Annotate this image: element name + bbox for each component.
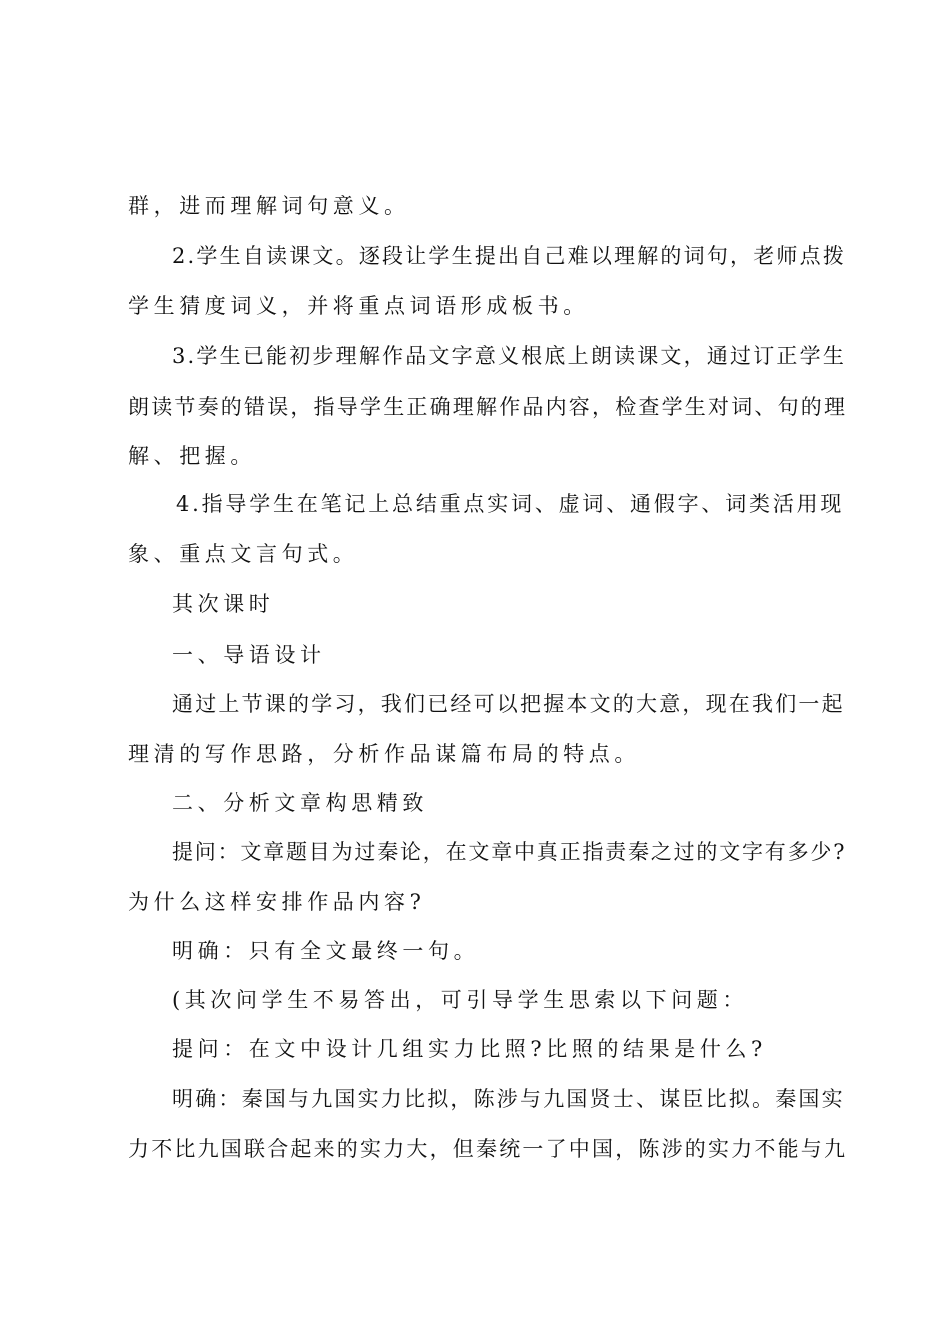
text-line: 群，进而理解词句意义。: [128, 194, 410, 218]
section-heading: 其次课时: [172, 592, 275, 616]
section-heading: 二、分析文章构思精致: [172, 791, 428, 815]
text-line: 提问：文章题目为过秦论，在文章中真正指责秦之过的文字有多少?: [172, 840, 847, 864]
text-line: 朗读节奏的错误，指导学生正确理解作品内容，检查学生对词、句的理: [128, 395, 848, 419]
text-line: 明确：只有全文最终一句。: [172, 939, 480, 963]
text-line: 力不比九国联合起来的实力大，但秦统一了中国，陈涉的实力不能与九: [128, 1137, 848, 1161]
text-line: 理清的写作思路，分析作品谋篇布局的特点。: [128, 742, 640, 766]
text-line: 2.学生自读课文。逐段让学生提出自己难以理解的词句，老师点拨: [172, 244, 847, 268]
text-line: 为什么这样安排作品内容?: [128, 890, 426, 914]
text-line: 4.指导学生在笔记上总结重点实词、虚词、通假字、词类活用现: [176, 492, 845, 516]
section-heading: 一、导语设计: [172, 643, 326, 667]
text-line: 3.学生已能初步理解作品文字意义根底上朗读课文，通过订正学生: [172, 344, 847, 368]
text-line: 解、把握。: [128, 444, 256, 468]
text-line: (其次问学生不易答出，可引导学生思索以下问题：: [172, 988, 748, 1012]
text-line: 学生猜度词义，并将重点词语形成板书。: [128, 294, 589, 318]
text-line: 象、重点文言句式。: [128, 542, 359, 566]
text-line: 提问：在文中设计几组实力比照?比照的结果是什么?: [172, 1037, 767, 1061]
text-line: 通过上节课的学习，我们已经可以把握本文的大意，现在我们一起: [172, 692, 845, 716]
text-line: 明确：秦国与九国实力比拟，陈涉与九国贤士、谋臣比拟。秦国实: [172, 1087, 845, 1111]
